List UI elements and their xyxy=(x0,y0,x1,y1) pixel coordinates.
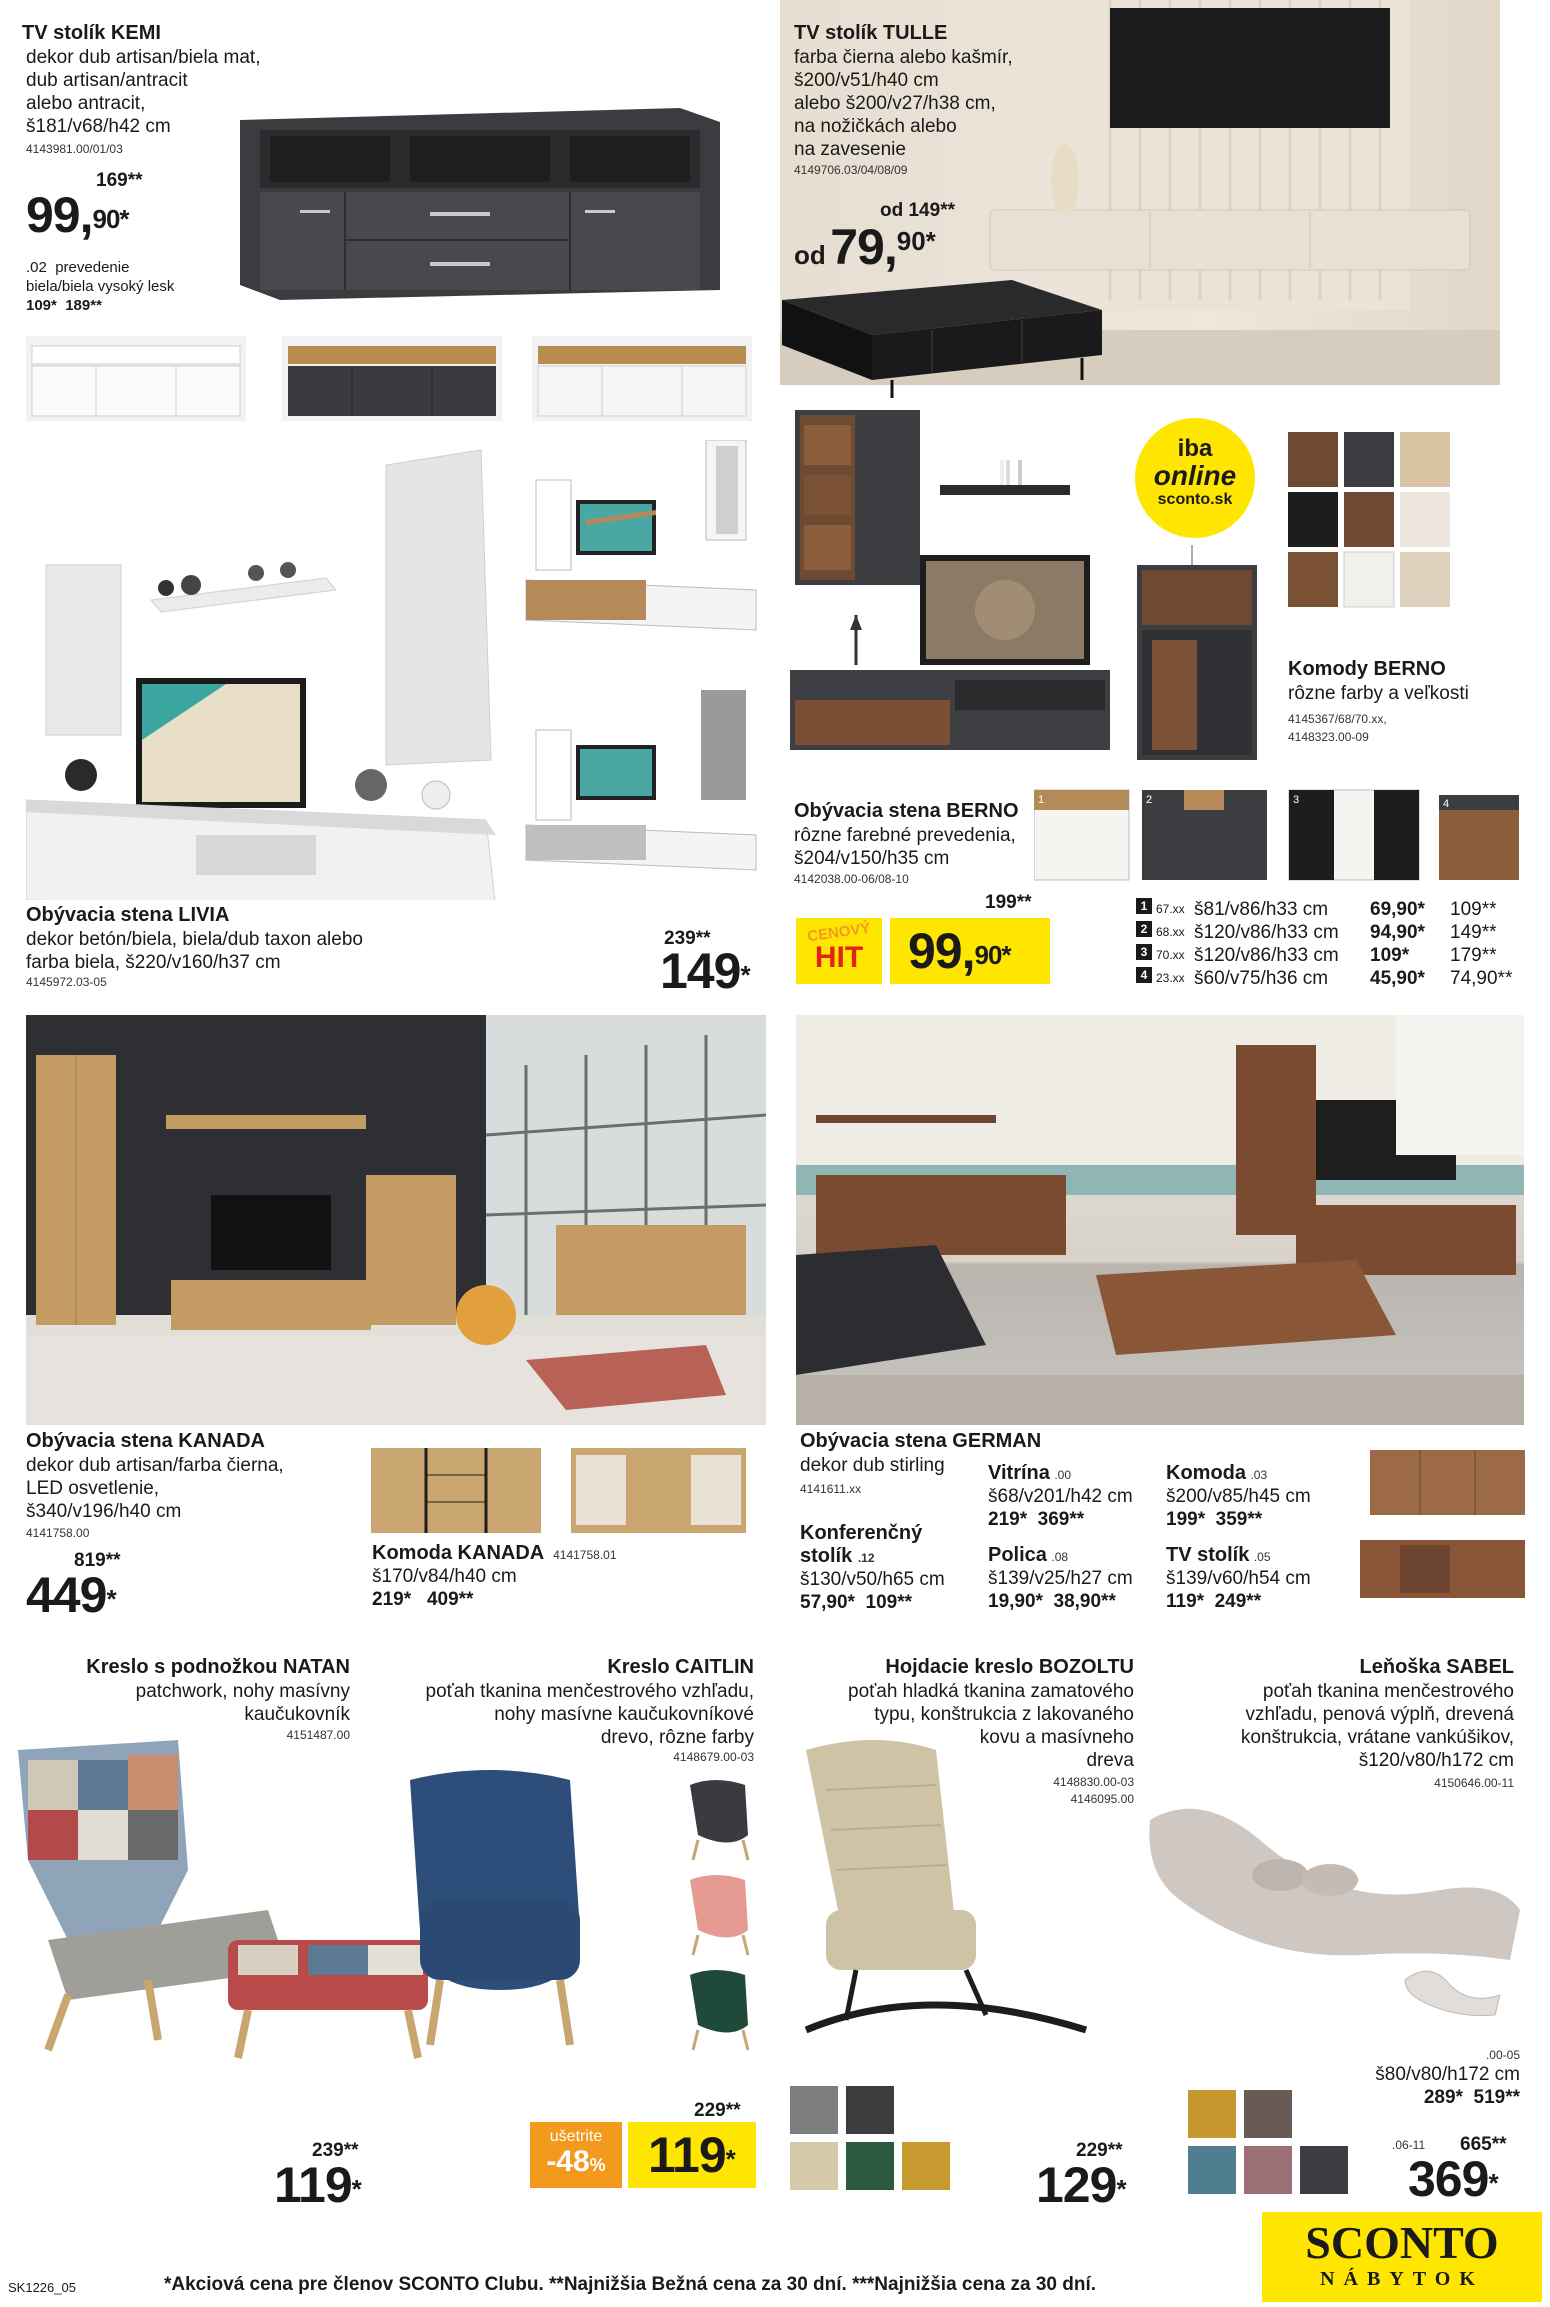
berno-color-swatches xyxy=(1288,432,1468,612)
row-code: 67.xx xyxy=(1156,902,1185,916)
price-main: 79, xyxy=(830,219,897,275)
kanada-title: Obývacia stena KANADA xyxy=(26,1430,265,1452)
hit-top: CENOVÝ xyxy=(806,919,872,946)
mini-old-price: 519** xyxy=(1473,2087,1520,2108)
row-number: 4 xyxy=(1136,967,1152,983)
berno-code: 4148323.00-09 xyxy=(1288,730,1369,744)
berno-wall-title: Obývacia stena BERNO xyxy=(794,800,1019,822)
german-furniture-thumbs xyxy=(1360,1440,1530,1600)
tulle-desc-line: farba čierna alebo kašmír, xyxy=(794,47,1013,68)
berno-dresser-image xyxy=(1132,545,1262,765)
berno-wall-desc-line: rôzne farebné prevedenia, xyxy=(794,825,1016,846)
footer-code: SK1226_05 xyxy=(8,2280,76,2295)
kemi-desc-line: š181/v68/h42 cm xyxy=(26,116,171,137)
kanada-room-image xyxy=(26,1015,766,1425)
price-main: 99, xyxy=(26,187,93,243)
price-main: 449 xyxy=(26,1567,107,1623)
german-item xyxy=(1166,1462,1346,1531)
livia-image xyxy=(26,440,766,900)
natan-desc-line: kaučukovník xyxy=(244,1704,350,1725)
item-price: 219* xyxy=(988,1509,1028,1530)
tulle-code: 4149706.03/04/08/09 xyxy=(794,163,908,177)
row-old-price: 179** xyxy=(1450,945,1497,966)
item-name: Komoda xyxy=(1166,1462,1246,1484)
price-main: 99, xyxy=(908,923,975,979)
kemi-tv-stand-image xyxy=(240,100,720,300)
caitlin-code: 4148679.00-03 xyxy=(673,1750,754,1764)
price-main: 149 xyxy=(660,943,741,999)
item-dims: š139/v25/h27 cm xyxy=(988,1568,1133,1589)
caitlin-desc-line: poťah tkanina menčestrového vzhľadu, xyxy=(425,1681,754,1702)
natan-desc xyxy=(0,1680,350,1726)
dresser-row xyxy=(1136,898,1526,921)
kemi-variant xyxy=(26,258,174,315)
item-code: .05 xyxy=(1253,1550,1271,1564)
item-old-price: 359** xyxy=(1215,1509,1263,1530)
tulle-desc-line: na zavesenie xyxy=(794,139,906,160)
kanada-price xyxy=(26,1567,116,1623)
sabel-desc-line: vzhľadu, penová výplň, drevená xyxy=(1245,1704,1514,1725)
sabel-code: 4150646.00-11 xyxy=(1434,1776,1514,1790)
german-desc: dekor dub stirling xyxy=(800,1455,945,1476)
komoda-code: 4141758.01 xyxy=(553,1548,617,1562)
row-old-price: 149** xyxy=(1450,922,1497,943)
bozoltu-desc-line: poťah hladká tkanina zamatového xyxy=(848,1681,1134,1702)
berno-wall-code: 4142038.00-06/08-10 xyxy=(794,872,909,886)
tulle-title: TV stolík TULLE xyxy=(794,22,948,44)
sabel-lounger-image xyxy=(1140,1780,1530,1980)
kanada-desc-line: dekor dub artisan/farba čierna, xyxy=(26,1455,284,1476)
komoda-title: Komoda KANADA xyxy=(372,1542,545,1564)
kemi-section xyxy=(0,0,760,400)
row-old-price: 74,90** xyxy=(1450,968,1513,989)
row-code: 70.xx xyxy=(1156,948,1185,962)
badge-line: iba xyxy=(1177,435,1213,462)
item-dims: š68/v201/h42 cm xyxy=(988,1486,1133,1507)
item-price: 119* xyxy=(1166,1591,1205,1612)
variant-label: prevedenie xyxy=(55,259,130,276)
item-dims: š130/v50/h65 cm xyxy=(800,1569,945,1590)
natan-old-price: 239** xyxy=(312,2140,359,2161)
kemi-variant-thumb xyxy=(532,336,752,421)
savings-badge xyxy=(530,2122,622,2188)
price-decimal: * xyxy=(1116,2174,1126,2204)
livia-desc-line: dekor betón/biela, biela/dub taxon alebo xyxy=(26,929,363,950)
livia-desc-line: farba biela, š220/v160/h37 cm xyxy=(26,952,281,973)
price-decimal: * xyxy=(106,1584,116,1614)
livia-desc xyxy=(26,928,363,974)
natan-chair-image xyxy=(8,1740,438,2060)
sabel-desc-line: poťah tkanina menčestrového xyxy=(1262,1681,1514,1702)
item-name: TV stolík xyxy=(1166,1544,1250,1566)
natan-title: Kreslo s podnožkou NATAN xyxy=(86,1656,350,1678)
item-name: Polica xyxy=(988,1544,1047,1566)
price-decimal: * xyxy=(1488,2168,1498,2198)
svg-text:2: 2 xyxy=(1146,794,1153,806)
footer-note: *Akciová cena pre členov SCONTO Clubu. **Najnižšia Bežná cena za 30 dní. ***Najnižšia cena za 30 dní. xyxy=(164,2274,1097,2295)
item-code: .12 xyxy=(857,1551,875,1565)
bozoltu-code: 4146095.00 xyxy=(1070,1792,1134,1806)
livia-title: Obývacia stena LIVIA xyxy=(26,904,230,926)
berno-dressers-title: Komody BERNO xyxy=(1288,658,1446,680)
item-old-price: 369** xyxy=(1037,1509,1085,1530)
berno-wall-desc xyxy=(794,824,1016,870)
german-title: Obývacia stena GERMAN xyxy=(800,1430,1042,1452)
bozoltu-code: 4148830.00-03 xyxy=(1053,1775,1134,1789)
svg-text:4: 4 xyxy=(1443,798,1450,810)
caitlin-desc xyxy=(380,1680,754,1749)
bozoltu-chair-image xyxy=(786,1730,1106,2060)
livia-old-price: 239** xyxy=(664,928,711,949)
tulle-desc-line: na nožičkách alebo xyxy=(794,116,957,137)
item-price: 57,90* xyxy=(800,1592,855,1613)
sabel-desc xyxy=(1150,1680,1514,1772)
item-code: .08 xyxy=(1051,1550,1069,1564)
berno-wall-image xyxy=(790,405,1120,755)
mini-dims: š80/v80/h172 cm xyxy=(1375,2064,1520,2085)
tulle-desc xyxy=(794,46,1013,161)
kanada-desc-line: LED osvetlenie, xyxy=(26,1478,160,1499)
caitlin-chair-image xyxy=(400,1760,770,2060)
row-price: 45,90* xyxy=(1370,968,1425,989)
hit-bottom: HIT xyxy=(814,941,864,974)
natan-price xyxy=(274,2157,361,2213)
item-code: .00 xyxy=(1054,1468,1072,1482)
mini-code: .00-05 xyxy=(1485,2048,1520,2062)
kanada-code: 4141758.00 xyxy=(26,1526,90,1540)
row-dims: š120/v86/h33 cm xyxy=(1194,945,1339,966)
german-room-image xyxy=(796,1015,1524,1425)
sabel-desc-line: konštrukcia, vrátane vankúšikov, xyxy=(1240,1727,1514,1748)
tulle-old-price: od 149** xyxy=(880,200,955,221)
row-old-price: 109** xyxy=(1450,899,1497,920)
sabel-mini-lounger-image xyxy=(1400,1960,1510,2020)
livia-price xyxy=(660,943,750,999)
caitlin-desc-line: drevo, rôzne farby xyxy=(600,1727,754,1748)
price-main: 129 xyxy=(1036,2157,1117,2213)
price-decimal: * xyxy=(725,2144,735,2174)
price-decimal: 90* xyxy=(896,226,936,256)
berno-dressers-desc: rôzne farby a veľkosti xyxy=(1288,683,1469,704)
kemi-code: 4143981.00/01/03 xyxy=(26,142,123,156)
komoda-old-price: 409** xyxy=(426,1589,474,1610)
berno-code: 4145367/68/70.xx, xyxy=(1288,712,1387,726)
german-item xyxy=(988,1462,1158,1531)
kemi-desc-line: dub artisan/antracit xyxy=(26,70,188,91)
komoda-dims: š170/v84/h40 cm xyxy=(372,1566,517,1587)
row-price: 109* xyxy=(1370,945,1410,966)
berno-wall-desc-line: š204/v150/h35 cm xyxy=(794,848,950,869)
row-number: 2 xyxy=(1136,921,1152,937)
price-hit-badge xyxy=(796,918,882,984)
badge-line: sconto.sk xyxy=(1157,491,1233,508)
german-item xyxy=(988,1544,1158,1613)
variant-code: .02 xyxy=(26,259,47,276)
natan-code: 4151487.00 xyxy=(286,1728,350,1742)
dresser-row xyxy=(1136,967,1526,990)
bozoltu-desc-line: dreva xyxy=(1086,1750,1134,1771)
sabel-mini-info xyxy=(1330,2048,1520,2109)
tulle-desc-line: alebo š200/v27/h38 cm, xyxy=(794,93,996,114)
kemi-desc xyxy=(26,46,260,138)
berno-dressers-codes xyxy=(1288,710,1387,746)
save-unit: % xyxy=(589,2155,606,2175)
price-decimal: 90* xyxy=(92,204,129,234)
variant-old-price: 189** xyxy=(65,297,102,314)
item-dims: š200/v85/h45 cm xyxy=(1166,1486,1311,1507)
bozoltu-title: Hojdacie kreslo BOZOLTU xyxy=(885,1656,1134,1678)
tulle-desc-line: š200/v51/h40 cm xyxy=(794,70,939,91)
kemi-old-price: 169** xyxy=(96,170,143,191)
row-price: 94,90* xyxy=(1370,922,1425,943)
berno-wall-price-box xyxy=(890,918,1050,984)
variant-desc: biela/biela vysoký lesk xyxy=(26,278,175,295)
price-main: 119 xyxy=(648,2127,726,2183)
row-number: 3 xyxy=(1136,944,1152,960)
bozoltu-color-swatches xyxy=(790,2086,950,2196)
caitlin-price-box xyxy=(628,2122,756,2188)
row-code: 23.xx xyxy=(1156,971,1185,985)
item-price: 199* xyxy=(1166,1509,1206,1530)
save-value: -48 xyxy=(546,2145,590,2178)
price-decimal: 90* xyxy=(974,940,1011,970)
kemi-desc-line: alebo antracit, xyxy=(26,93,146,114)
badge-line: online xyxy=(1153,460,1237,491)
dresser-row xyxy=(1136,921,1526,944)
row-dims: š120/v86/h33 cm xyxy=(1194,922,1339,943)
berno-dresser-thumbs xyxy=(1034,785,1524,885)
caitlin-title: Kreslo CAITLIN xyxy=(607,1656,754,1678)
berno-wall-price xyxy=(908,923,1050,979)
dresser-row xyxy=(1136,944,1526,967)
komoda-price: 219* xyxy=(372,1589,412,1610)
tulle-price xyxy=(794,219,936,275)
sabel-code2: .06-11 xyxy=(1392,2138,1426,2152)
item-old-price: 38,90** xyxy=(1053,1591,1116,1612)
sabel-price xyxy=(1408,2151,1498,2207)
logo-top: SCONTO xyxy=(1305,2217,1499,2268)
sabel-desc-line: š120/v80/h172 cm xyxy=(1358,1750,1514,1771)
bozoltu-price xyxy=(1036,2157,1126,2213)
kanada-desc xyxy=(26,1454,284,1523)
kanada-desc-line: š340/v196/h40 cm xyxy=(26,1501,182,1522)
row-dims: š60/v75/h36 cm xyxy=(1194,968,1329,989)
livia-code: 4145972.03-05 xyxy=(26,975,107,989)
german-code: 4141611.xx xyxy=(800,1482,862,1496)
sabel-old-price: 665** xyxy=(1460,2134,1507,2155)
natan-desc-line: patchwork, nohy masívny xyxy=(135,1681,350,1702)
row-number: 1 xyxy=(1136,898,1152,914)
item-price: 19,90* xyxy=(988,1591,1043,1612)
row-dims: š81/v86/h33 cm xyxy=(1194,899,1329,920)
bozoltu-desc-line: kovu a masívneho xyxy=(979,1727,1134,1748)
caitlin-desc-line: nohy masívne kaučukovníkové xyxy=(494,1704,754,1725)
variant-price: 109* xyxy=(26,297,57,314)
berno-dressers-table xyxy=(1136,898,1526,990)
item-dims: š139/v60/h54 cm xyxy=(1166,1568,1311,1589)
row-code: 68.xx xyxy=(1156,925,1185,939)
logo-bottom: NÁBYTOK xyxy=(1320,2268,1484,2290)
price-main: 119 xyxy=(274,2157,352,2213)
kanada-old-price: 819** xyxy=(74,1550,121,1571)
kemi-desc-line: dekor dub artisan/biela mat, xyxy=(26,47,261,68)
svg-text:1: 1 xyxy=(1038,794,1045,806)
item-code: .03 xyxy=(1250,1468,1268,1482)
price-prefix: od xyxy=(794,240,826,270)
german-item xyxy=(800,1522,980,1614)
price-main: 369 xyxy=(1408,2151,1489,2207)
tulle-black-stand-image xyxy=(782,280,1102,400)
row-price: 69,90* xyxy=(1370,899,1425,920)
item-name: Vitrína xyxy=(988,1462,1050,1484)
kemi-variant-thumb xyxy=(26,336,246,421)
svg-text:3: 3 xyxy=(1293,794,1300,806)
bozoltu-desc-line: typu, konštrukcia z lakovaného xyxy=(874,1704,1134,1725)
berno-wall-old-price: 199** xyxy=(985,892,1032,913)
price-decimal: * xyxy=(740,960,750,990)
kemi-variant-thumb xyxy=(282,336,502,421)
caitlin-price xyxy=(648,2127,756,2183)
save-label: ušetrite xyxy=(549,2128,603,2145)
sconto-logo xyxy=(1262,2212,1542,2302)
online-badge xyxy=(1135,418,1255,538)
kemi-price xyxy=(26,187,129,243)
bozoltu-old-price: 229** xyxy=(1076,2140,1123,2161)
item-name: Konferenčný stolík xyxy=(800,1522,923,1567)
price-decimal: * xyxy=(351,2174,361,2204)
item-old-price: 249** xyxy=(1214,1591,1262,1612)
kanada-dresser-image xyxy=(366,1440,756,1540)
sabel-color-swatches xyxy=(1188,2090,1348,2200)
kanada-komoda-info xyxy=(372,1542,617,1611)
sabel-title: Leňoška SABEL xyxy=(1359,1656,1514,1678)
caitlin-old-price: 229** xyxy=(694,2100,741,2121)
kemi-title: TV stolík KEMI xyxy=(22,22,161,44)
item-old-price: 109** xyxy=(865,1592,913,1613)
german-item xyxy=(1166,1544,1346,1613)
mini-price: 289* xyxy=(1423,2087,1463,2108)
